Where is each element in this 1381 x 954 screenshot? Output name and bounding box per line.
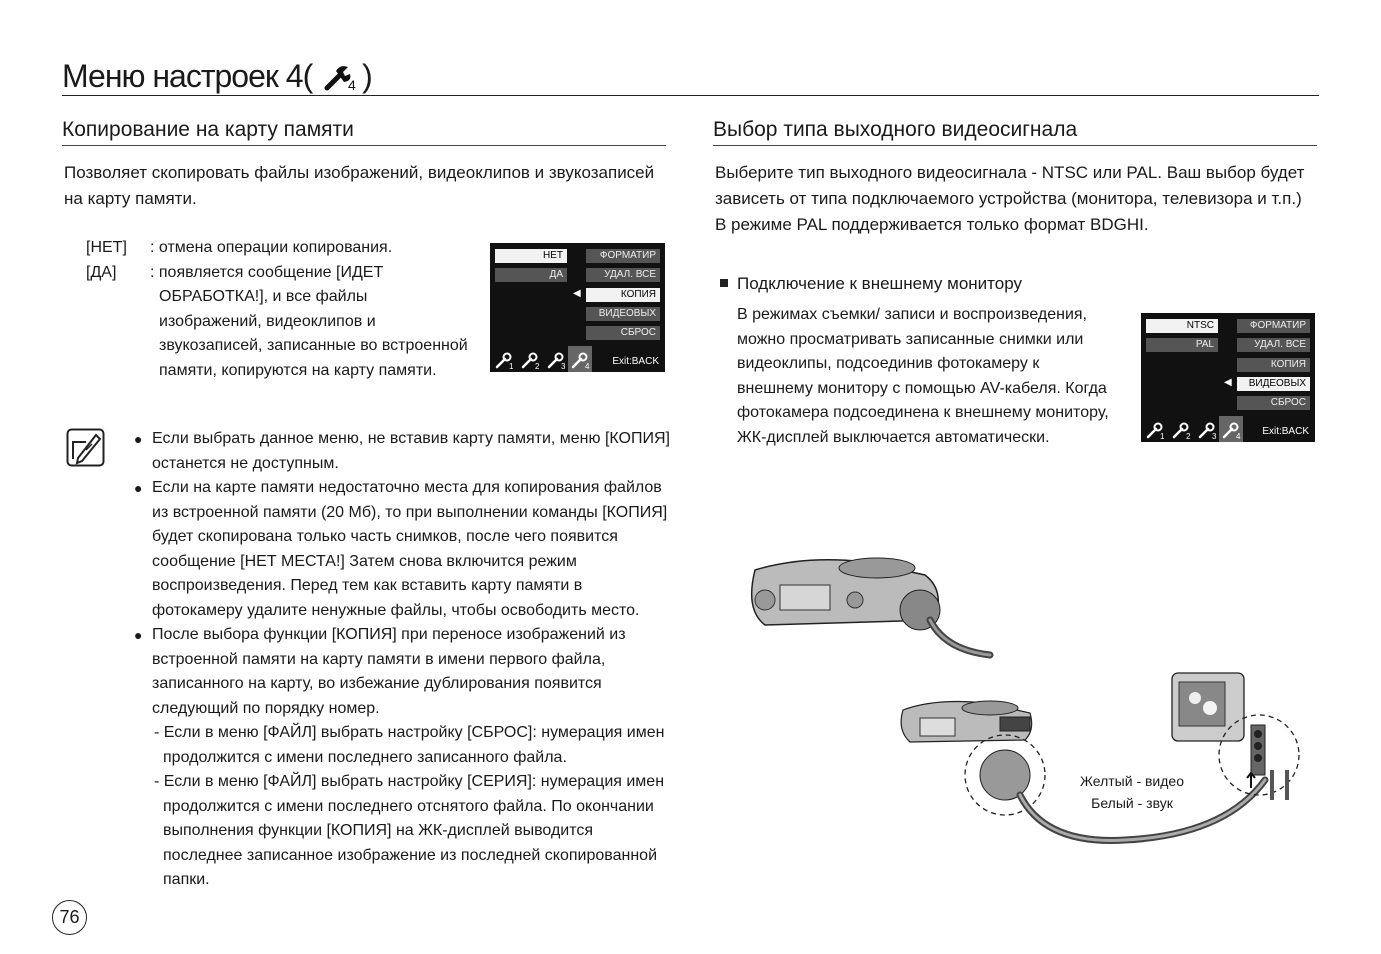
subnotes (136, 721, 671, 893)
page-number: 76 (52, 900, 87, 935)
yellow-video-label: Желтый - видео (1080, 773, 1184, 789)
menu-item-net: НЕТ (495, 249, 567, 263)
menu-footer (1141, 416, 1315, 442)
cable-color-legend (1080, 770, 1184, 814)
option-da (86, 261, 466, 384)
subnote-item: - Если в меню [ФАЙЛ] выбрать настройку [СБРОС]: нумерация имен продолжится с имени последнего записанного файла. (154, 724, 665, 766)
notes-list (136, 427, 671, 721)
camera-av-cable-illustration (745, 550, 995, 665)
menu-item-video-out: ВИДЕОВЫХ (1237, 377, 1310, 391)
wrench-tab-3-icon (544, 346, 568, 372)
left-intro: Позволяет скопировать файлы изображений, видеоклипов и звукозаписей на карту памяти. (64, 163, 655, 208)
menu-footer (490, 346, 665, 372)
wrench-tab-3-icon (1195, 416, 1219, 442)
title-close: ) (362, 58, 372, 94)
camera-menu-copy (490, 243, 665, 372)
svg-text:3: 3 (1212, 432, 1217, 441)
menu-item-reset: СБРОС (1237, 396, 1310, 410)
menu-item-format: ФОРМАТИР (586, 249, 660, 263)
svg-text:2: 2 (1186, 432, 1191, 441)
connect-text: В режимах съемки/ записи и воспроизведения, можно просматривать записанные снимки или видеоклипы, подсоединив фотокамеру к внешнему монитору с помощью AV-кабеля. Когда фотокамера подсоединена к внешнему монитору, ЖК-дисплей выключается автоматически. (737, 306, 1109, 446)
menu-item-da: ДА (495, 268, 567, 282)
menu-item-ntsc: NTSC (1146, 319, 1218, 333)
menu-item-copy: КОПИЯ (586, 288, 660, 302)
svg-text:3: 3 (561, 362, 566, 371)
page-title (62, 58, 372, 99)
copy-options (86, 236, 466, 383)
title-rule (62, 95, 1319, 96)
menu-item-video-out: ВИДЕОВЫХ (586, 307, 660, 321)
note-pencil-icon (66, 428, 106, 473)
square-bullet-icon (720, 279, 728, 287)
right-intro: Выберите тип выходного видеосигнала - NTSC или PAL. Ваш выбор будет зависеть от типа подключаемого устройства (монитора, телевизора и т.п.) В режиме PAL поддерживается только формат BDGHI. (715, 163, 1305, 234)
note-item: ● Если на карте памяти недостаточно места для копирования файлов из встроенной памяти (20 Мб), то при выполнении команды [КОПИЯ] будет скопирована только часть снимков, после чего появится сообщение [НЕТ МЕСТА!] Затем снова включится режим воспроизведения. Перед тем как вставить карту памяти в фотокамеру удалите ненужные файлы, чтобы освободить место. (136, 476, 671, 623)
option-key: [НЕТ] (86, 239, 127, 256)
menu-item-reset: СБРОС (586, 326, 660, 340)
option-key: [ДА] (86, 263, 117, 281)
wrench-tab-4-icon (568, 346, 592, 372)
menu-item-delete-all: УДАЛ. ВСЕ (586, 268, 660, 282)
svg-text:1: 1 (1160, 432, 1165, 441)
menu-item-delete-all: УДАЛ. ВСЕ (1237, 338, 1310, 352)
connect-heading: Подключение к внешнему монитору (737, 274, 1022, 293)
option-desc: : появляется сообщение [ИДЕТ ОБРАБОТКА!], и все файлы изображений, видеоклипов и звукозаписей, записанные во встроенной памяти, копируются на карту памяти. (150, 263, 468, 379)
svg-text:1: 1 (509, 362, 514, 371)
wrench-4-icon (324, 62, 358, 99)
note-item: ● Если выбрать данное меню, не вставив карту памяти, меню [КОПИЯ] останется не доступным. (136, 427, 671, 476)
option-desc: : отмена операции копирования. (150, 239, 393, 256)
menu-pointer-icon: ◀ (1224, 377, 1232, 388)
note-item: ● После выбора функции [КОПИЯ] при переносе изображений из встроенной памяти на карту памяти в имени первого файла, записанного на карту, во избежание дублирования появится следующий по порядку номер. (136, 623, 671, 721)
title-text: Меню настроек 4( (62, 58, 321, 94)
white-audio-label: Белый - звук (1091, 795, 1173, 811)
svg-text:2: 2 (535, 362, 540, 371)
svg-text:4: 4 (348, 77, 355, 91)
left-section-rule (62, 145, 666, 146)
menu-pointer-icon: ◀ (573, 288, 581, 299)
subnote-item: - Если в меню [ФАЙЛ] выбрать настройку [СЕРИЯ]: нумерация имен продолжится с имени последнего отснятого файла. По окончании выполнения функции [КОПИЯ] на ЖК-дисплей выводится последнее записанное изображение из последней скопированной папки. (154, 773, 665, 888)
wrench-tab-2-icon (1169, 416, 1193, 442)
right-section-heading: Выбор типа выходного видеосигнала (713, 118, 1078, 141)
right-section-rule (713, 145, 1317, 146)
camera-menu-video-out (1141, 313, 1315, 442)
tv-connection-illustration (895, 670, 1305, 865)
svg-text:4: 4 (585, 362, 590, 371)
notes-block (136, 427, 671, 893)
wrench-tab-1-icon (1143, 416, 1167, 442)
connect-bullet (720, 274, 1022, 294)
menu-item-copy: КОПИЯ (1237, 358, 1310, 372)
menu-item-pal: PAL (1146, 338, 1218, 352)
wrench-tab-4-icon (1219, 416, 1243, 442)
option-net (86, 236, 466, 261)
left-section-heading: Копирование на карту памяти (62, 118, 354, 141)
menu-exit-hint: Exit:BACK (612, 356, 659, 367)
menu-item-format: ФОРМАТИР (1237, 319, 1310, 333)
menu-exit-hint: Exit:BACK (1262, 426, 1309, 437)
wrench-tab-1-icon (492, 346, 516, 372)
wrench-tab-2-icon (518, 346, 542, 372)
svg-text:4: 4 (1236, 432, 1241, 441)
